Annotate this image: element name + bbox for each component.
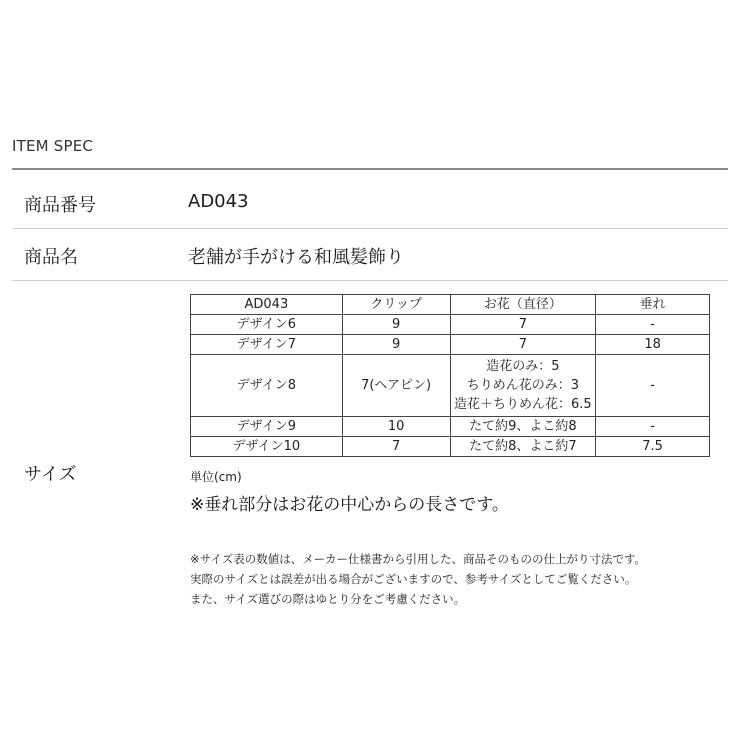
table-row [191,437,710,457]
section-title-rule [12,168,728,170]
row-divider [12,228,728,229]
design-cell: デザイン9 [191,417,343,437]
design-cell: デザイン6 [191,315,343,335]
clip-cell: 7 [342,437,450,457]
table-header-cell: AD043 [191,295,343,315]
table-header-row [191,295,710,315]
unit-label: 単位(cm) [190,470,242,484]
clip-cell: 10 [342,417,450,437]
clip-cell: 9 [342,315,450,335]
section-title: ITEM SPEC [12,137,94,155]
product-name-value: 老舗が手がける和風髪飾り [188,247,404,268]
flower-line: ちりめん花のみ：3 [466,378,579,393]
table-row [191,417,710,437]
tare-cell: 7.5 [596,437,710,457]
row-divider [12,280,728,281]
table-row [191,315,710,335]
disclaimer-line: また、サイズ選びの際はゆとり分をご考慮ください。 [190,592,466,606]
table-row [191,355,710,417]
flower-cell: たて約9、よこ約8 [450,417,596,437]
tare-cell: - [596,315,710,335]
size-label: サイズ [24,464,77,485]
design-cell: デザイン7 [191,335,343,355]
table-header-cell: お花（直径） [450,295,596,315]
table-row [191,335,710,355]
disclaimer-line: ※サイズ表の数値は、メーカー仕様書から引用した、商品そのものの仕上がり寸法です。 [190,552,647,566]
size-table [190,294,710,457]
product-code-label: 商品番号 [24,195,96,216]
flower-cell: 7 [450,315,596,335]
flower-cell [450,355,596,417]
clip-cell: 7(ヘアピン) [342,355,450,417]
disclaimer-line: 実際のサイズとは誤差が出る場合がございますので、参考サイズとしてご覧ください。 [190,572,637,586]
tare-cell: - [596,355,710,417]
table-header-cell: 垂れ [596,295,710,315]
table-header-cell: クリップ [342,295,450,315]
flower-cell: 7 [450,335,596,355]
size-note: ※垂れ部分はお花の中心からの長さです。 [190,495,509,515]
flower-line: 造花＋ちりめん花：6.5 [454,397,592,412]
tare-cell: 18 [596,335,710,355]
product-code-value: AD043 [188,191,249,212]
clip-cell: 9 [342,335,450,355]
design-cell: デザイン10 [191,437,343,457]
tare-cell: - [596,417,710,437]
flower-line: 造花のみ：5 [486,359,560,374]
product-name-label: 商品名 [24,247,78,268]
flower-cell: たて約8、よこ約7 [450,437,596,457]
design-cell: デザイン8 [191,355,343,417]
